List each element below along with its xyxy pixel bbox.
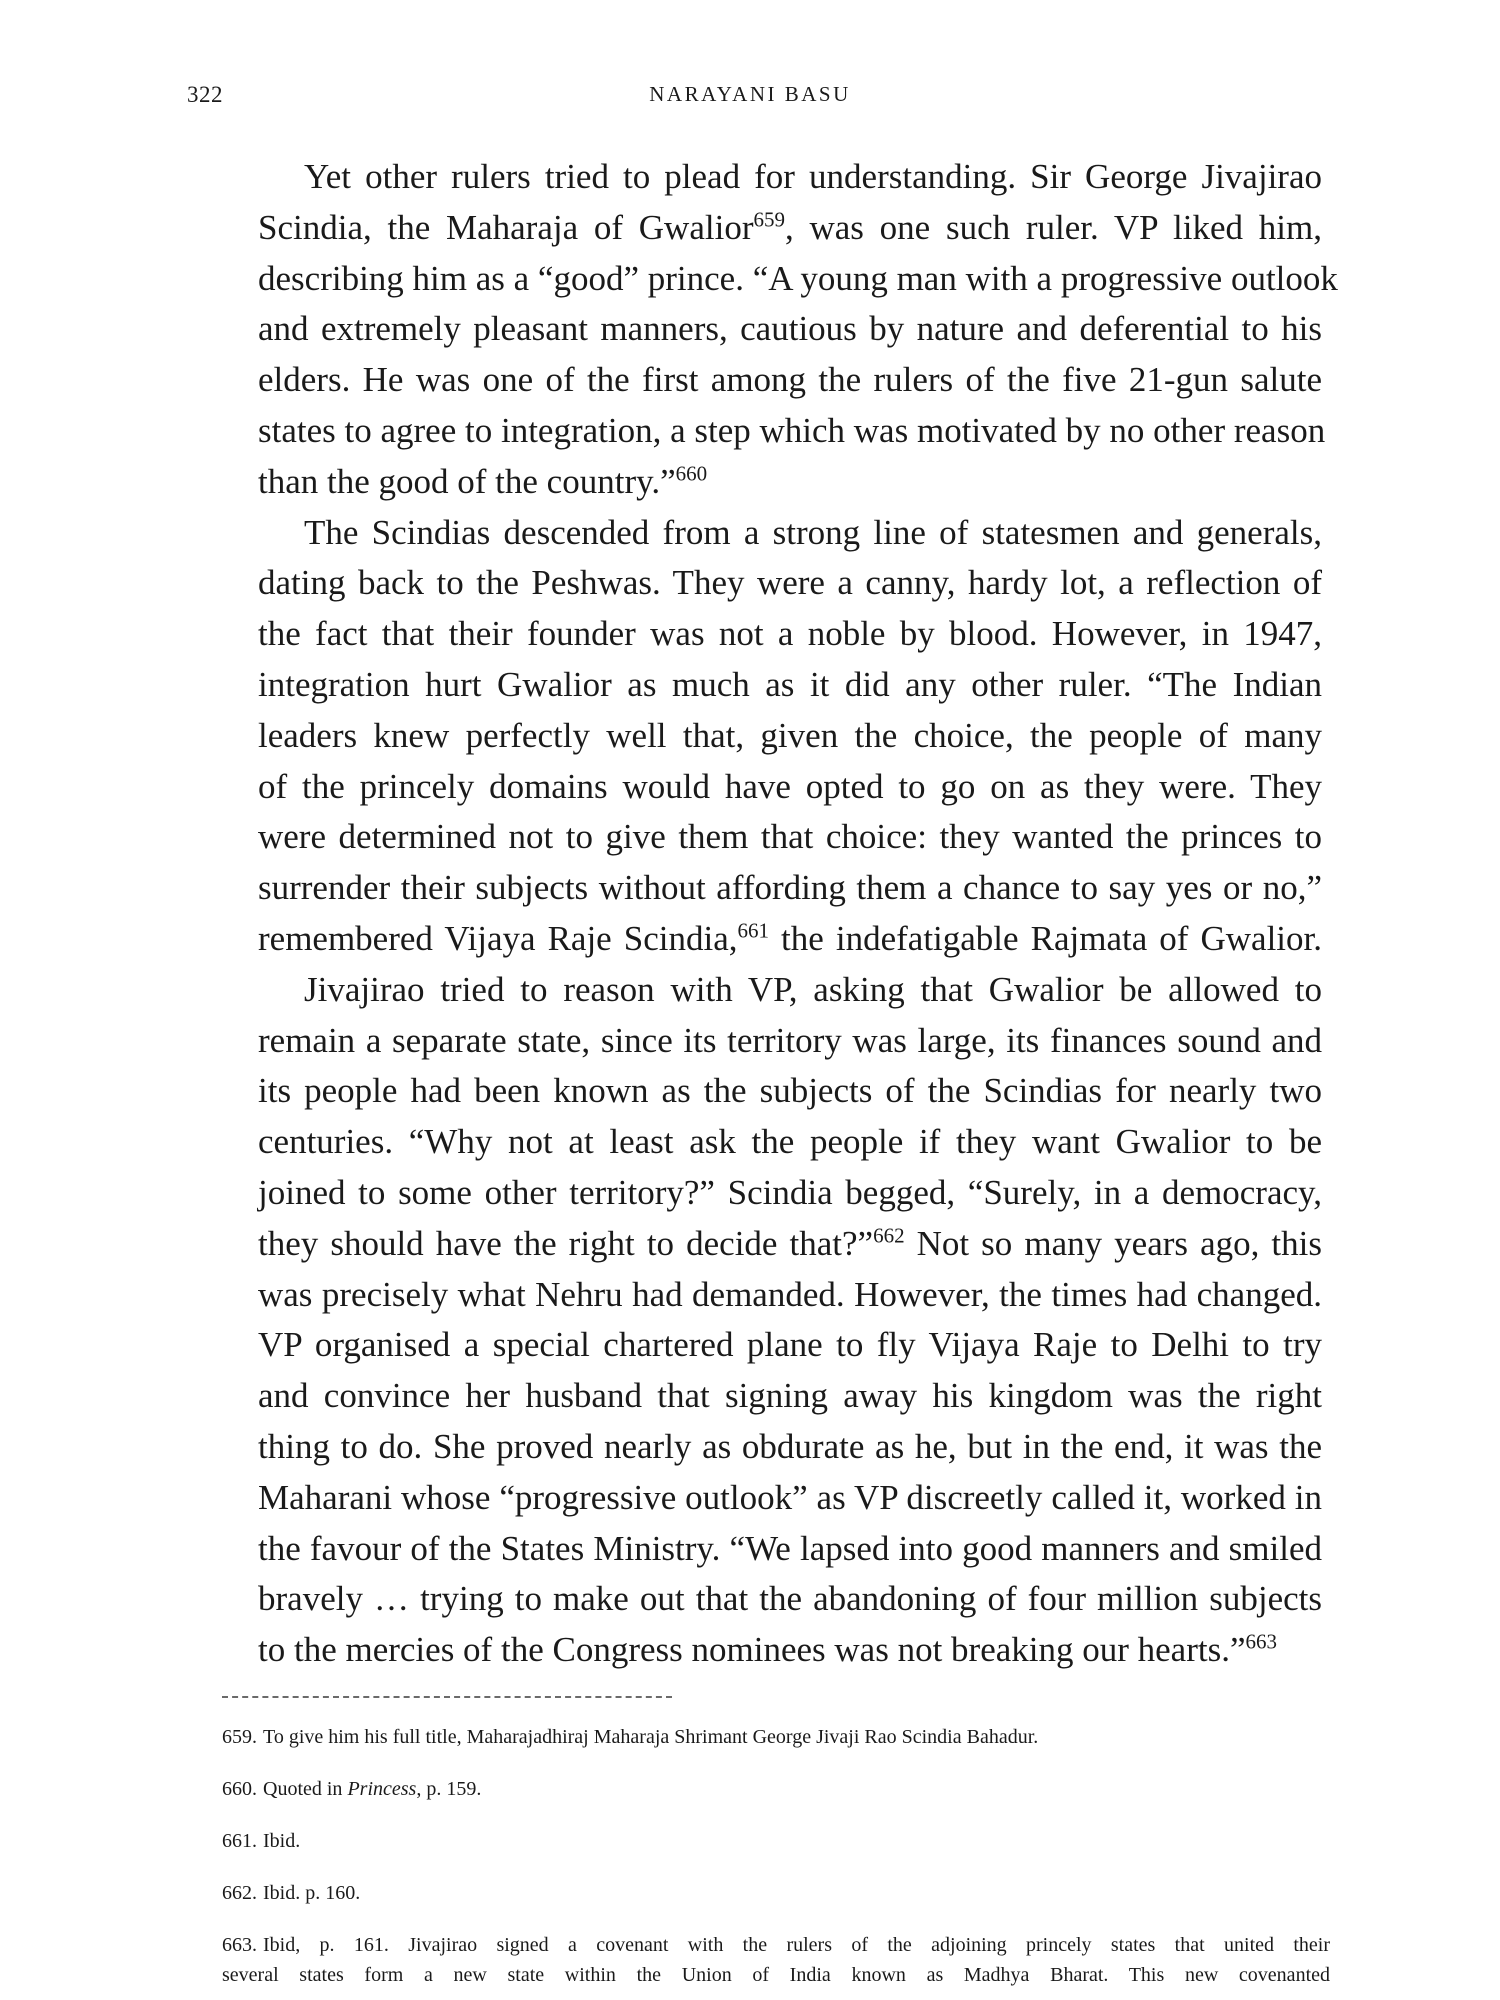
text-line: Maharani whose “progressive outlook” as VP discreetly called it, worked in — [258, 1477, 1322, 1517]
page-number: 322 — [187, 82, 223, 107]
footnote-660 — [222, 1774, 1330, 1804]
text-line: and convince her husband that signing away his kingdom was the right — [258, 1376, 1322, 1416]
text-line: was precisely what Nehru had demanded. However, the times had changed. — [258, 1274, 1322, 1314]
text-line: centuries. “Why not at least ask the people if they want Gwalior to be — [258, 1122, 1322, 1162]
text-line: were determined not to give them that choice: they wanted the princes to — [258, 817, 1322, 857]
text-line: of the princely domains would have opted to go on as they were. They — [258, 766, 1322, 806]
text-line: they should have the right to decide that?”$^{662}$ Not so many years ago, this — [258, 1223, 1323, 1263]
text-line: the fact that their founder was not a noble by blood. However, in 1947, — [258, 614, 1322, 654]
footnote-text: Ibid. — [263, 1830, 301, 1852]
book-title: Princess — [347, 1778, 417, 1800]
footnote-ref-659[interactable]: 659 — [753, 207, 785, 232]
footnote-ref-662[interactable]: 662 — [873, 1223, 905, 1248]
text-line: leaders knew perfectly well that, given the choice, the people of many — [258, 715, 1322, 755]
footnote-number: 660. — [222, 1778, 257, 1800]
footnote-text: Quoted in — [263, 1778, 348, 1800]
text-line: dating back to the Peshwas. They were a canny, hardy lot, a reflection of — [258, 563, 1322, 603]
text-line: Scindia, the Maharaja of Gwalior$^{659}$, was one such ruler. VP liked him, — [258, 207, 1322, 247]
footnote-ref-660[interactable]: 660 — [675, 461, 708, 486]
footnote-ref-663[interactable]: 663 — [1245, 1629, 1278, 1654]
footnote-line: 663. Ibid, p. 161. Jivajirao signed a covenant with the rulers of the adjoining princely states that united their — [222, 1934, 1330, 1956]
footnote-text: , p. 159. — [416, 1778, 482, 1800]
text-line: than the good of the country.”$^{660}$ — [258, 461, 708, 501]
text-line: The Scindias descended from a strong line of statesmen and generals, — [304, 512, 1322, 552]
text-line: bravely … trying to make out that the abandoning of four million subjects — [258, 1579, 1322, 1619]
text-line: joined to some other territory?” Scindia begged, “Surely, in a democracy, — [258, 1172, 1322, 1212]
paragraph-3 — [212, 965, 1322, 1676]
text-line: integration hurt Gwalior as much as it did any other ruler. “The Indian — [258, 664, 1322, 704]
text-line: Yet other rulers tried to plead for understanding. Sir George Jivajirao — [304, 157, 1322, 196]
footnote-number: 659. — [222, 1726, 257, 1748]
footnote-659 — [222, 1722, 1330, 1752]
footnote-662 — [222, 1878, 1330, 1908]
paragraph-2 — [212, 508, 1322, 965]
footnote-number: 663. — [222, 1934, 257, 1956]
text-line: to the mercies of the Congress nominees was not breaking our hearts.”$^{663}$ — [258, 1629, 1278, 1670]
footnote-ref-661[interactable]: 661 — [737, 918, 769, 943]
footnote-line: several states form a new state within the Union of India known as Madhya Bharat. This new covenanted — [222, 1964, 1330, 1986]
text-line: and extremely pleasant manners, cautious by nature and deferential to his — [258, 309, 1322, 349]
text-line: surrender their subjects without affording them a chance to say yes or no,” — [258, 868, 1322, 908]
text-line: describing him as a “good” prince. “A young man with a progressive outlook — [258, 258, 1338, 298]
footnote-text: To give him his full title, Maharajadhiraj Maharaja Shrimant George Jivaji Rao Scindia Bahadur. — [263, 1726, 1039, 1748]
running-head: NARAYANI BASU — [649, 82, 851, 106]
footnote-663 — [222, 1930, 1330, 1990]
footnote-divider — [222, 1696, 672, 1698]
text-line: VP organised a special chartered plane to fly Vijaya Raje to Delhi to try — [258, 1325, 1322, 1365]
text-line: thing to do. She proved nearly as obdurate as he, but in the end, it was the — [258, 1426, 1322, 1466]
text-line: remembered Vijaya Raje Scindia,$^{661}$ the indefatigable Rajmata of Gwalior. — [258, 918, 1323, 958]
footnote-text: Ibid. p. 160. — [263, 1882, 361, 1904]
text-line: its people had been known as the subjects of the Scindias for nearly two — [258, 1071, 1322, 1111]
footnotes — [222, 1722, 1330, 1990]
text-line: states to agree to integration, a step which was motivated by no other reason — [258, 410, 1326, 450]
footnote-number: 662. — [222, 1882, 257, 1904]
text-line: remain a separate state, since its territory was large, its finances sound and — [258, 1020, 1322, 1060]
footnote-number: 661. — [222, 1830, 257, 1852]
text-line: Jivajirao tried to reason with VP, asking that Gwalior be allowed to — [304, 969, 1322, 1009]
text-line: elders. He was one of the first among the rulers of the five 21-gun salute — [258, 360, 1322, 400]
paragraph-1 — [212, 152, 1338, 508]
footnote-661 — [222, 1826, 1330, 1856]
text-line: the favour of the States Ministry. “We lapsed into good manners and smiled — [258, 1528, 1322, 1568]
body-text — [212, 152, 1338, 1676]
